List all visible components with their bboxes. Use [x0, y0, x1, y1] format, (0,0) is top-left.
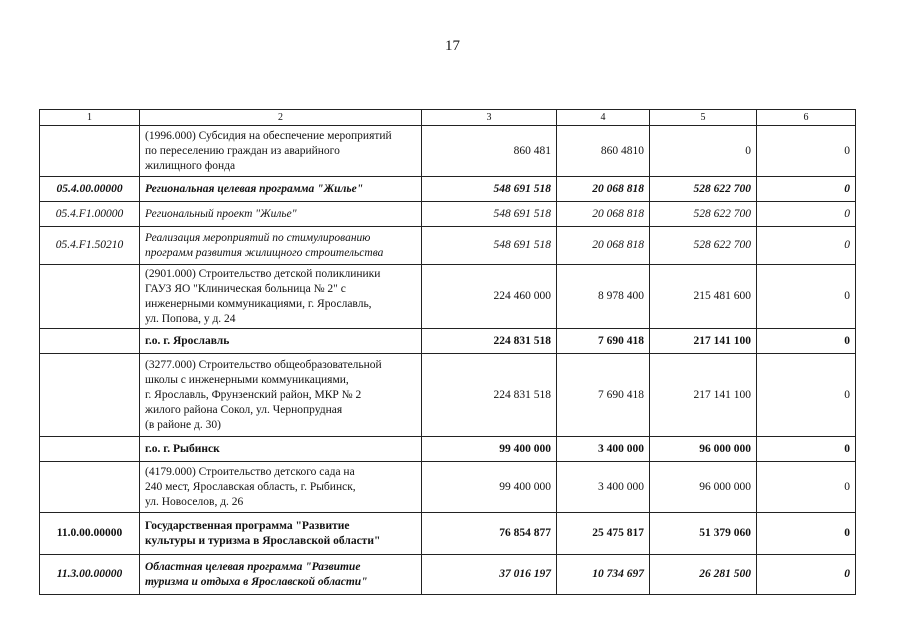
item-name-line: Региональный проект "Жилье": [145, 207, 297, 220]
amount-cell-c6: 0: [757, 329, 856, 354]
item-name-cell: [140, 126, 422, 177]
amount-cell-c4: 20 068 818: [557, 227, 650, 265]
amount-cell-c5: 528 622 700: [650, 227, 757, 265]
item-name-line: культуры и туризма в Ярославской области": [145, 534, 381, 547]
amount-cell-c3: 99 400 000: [422, 462, 557, 513]
column-header: 6: [757, 110, 856, 126]
item-name-cell: [140, 354, 422, 437]
amount-cell-c3: 224 460 000: [422, 265, 557, 329]
budget-code-cell: 11.3.00.00000: [40, 555, 140, 595]
item-name-line: жилищного фонда: [145, 159, 236, 172]
item-name-cell: [140, 462, 422, 513]
item-name-line: по переселению граждан из аварийного: [145, 144, 340, 157]
item-name-cell: [140, 265, 422, 329]
item-name-line: жилого района Сокол, ул. Чернопрудная: [145, 403, 343, 416]
amount-cell-c5: 528 622 700: [650, 177, 757, 202]
amount-cell-c6: 0: [757, 437, 856, 462]
item-name-cell: [140, 437, 422, 462]
amount-cell-c3: 224 831 518: [422, 329, 557, 354]
column-number-header: [40, 110, 856, 126]
table-body: [40, 126, 856, 595]
table-row: [40, 437, 856, 462]
budget-code-cell: [40, 437, 140, 462]
item-name-line: г.о. г. Рыбинск: [145, 442, 220, 455]
table-row: [40, 227, 856, 265]
item-name-line: г. Ярославль, Фрунзенский район, МКР № 2: [145, 388, 362, 401]
item-name-line: школы с инженерными коммуникациями,: [145, 373, 349, 386]
amount-cell-c4: 3 400 000: [557, 462, 650, 513]
budget-code-cell: 05.4.F1.50210: [40, 227, 140, 265]
amount-cell-c6: 0: [757, 177, 856, 202]
amount-cell-c3: 860 481: [422, 126, 557, 177]
table-row: [40, 354, 856, 437]
item-name-line: программ развития жилищного строительства: [145, 246, 384, 259]
table-row: [40, 462, 856, 513]
budget-code-cell: [40, 265, 140, 329]
table-row: [40, 513, 856, 555]
item-name-line: (в районе д. 30): [145, 418, 221, 431]
amount-cell-c4: 7 690 418: [557, 354, 650, 437]
table-row: [40, 329, 856, 354]
amount-cell-c6: 0: [757, 462, 856, 513]
budget-code-cell: 05.4.F1.00000: [40, 202, 140, 227]
column-header: 2: [140, 110, 422, 126]
item-name-cell: [140, 329, 422, 354]
amount-cell-c6: 0: [757, 513, 856, 555]
amount-cell-c3: 37 016 197: [422, 555, 557, 595]
column-header: 1: [40, 110, 140, 126]
amount-cell-c4: 25 475 817: [557, 513, 650, 555]
amount-cell-c6: 0: [757, 227, 856, 265]
item-name-cell: [140, 177, 422, 202]
item-name-line: ГАУЗ ЯО "Клиническая больница № 2" с: [145, 282, 346, 295]
item-name-line: инженерными коммуникациями, г. Ярославль,: [145, 297, 372, 310]
amount-cell-c5: 26 281 500: [650, 555, 757, 595]
amount-cell-c3: 99 400 000: [422, 437, 557, 462]
table-row: [40, 265, 856, 329]
amount-cell-c6: 0: [757, 555, 856, 595]
item-name-line: (3277.000) Строительство общеобразовательной: [145, 358, 382, 371]
page-number: 17: [445, 38, 460, 54]
amount-cell-c6: 0: [757, 354, 856, 437]
item-name-cell: [140, 202, 422, 227]
amount-cell-c6: 0: [757, 126, 856, 177]
item-name-line: (2901.000) Строительство детской поликлиники: [145, 267, 381, 280]
budget-code-cell: [40, 329, 140, 354]
amount-cell-c5: 0: [650, 126, 757, 177]
table-row: [40, 202, 856, 227]
amount-cell-c4: 8 978 400: [557, 265, 650, 329]
amount-cell-c3: 548 691 518: [422, 202, 557, 227]
table-row: [40, 177, 856, 202]
item-name-line: ул. Новоселов, д. 26: [145, 495, 244, 508]
amount-cell-c4: 7 690 418: [557, 329, 650, 354]
budget-code-cell: 05.4.00.00000: [40, 177, 140, 202]
amount-cell-c5: 217 141 100: [650, 329, 757, 354]
column-header: 4: [557, 110, 650, 126]
amount-cell-c6: 0: [757, 202, 856, 227]
item-name-line: 240 мест, Ярославская область, г. Рыбинск,: [145, 480, 356, 493]
budget-code-cell: 11.0.00.00000: [40, 513, 140, 555]
amount-cell-c5: 528 622 700: [650, 202, 757, 227]
amount-cell-c5: 217 141 100: [650, 354, 757, 437]
amount-cell-c5: 96 000 000: [650, 437, 757, 462]
item-name-line: ул. Попова, у д. 24: [145, 312, 236, 325]
table-row: [40, 555, 856, 595]
amount-cell-c4: 10 734 697: [557, 555, 650, 595]
amount-cell-c5: 96 000 000: [650, 462, 757, 513]
amount-cell-c5: 51 379 060: [650, 513, 757, 555]
amount-cell-c4: 20 068 818: [557, 202, 650, 227]
amount-cell-c3: 548 691 518: [422, 227, 557, 265]
budget-code-cell: [40, 354, 140, 437]
item-name-line: Реализация мероприятий по стимулированию: [145, 231, 371, 244]
item-name-line: г.о. г. Ярославль: [145, 334, 230, 347]
amount-cell-c3: 548 691 518: [422, 177, 557, 202]
budget-table: [39, 109, 856, 595]
item-name-line: (1996.000) Субсидия на обеспечение мероприятий: [145, 129, 392, 142]
table-row: [40, 126, 856, 177]
amount-cell-c4: 860 4810: [557, 126, 650, 177]
amount-cell-c3: 76 854 877: [422, 513, 557, 555]
item-name-line: Областная целевая программа "Развитие: [145, 560, 361, 573]
item-name-line: Государственная программа "Развитие: [145, 519, 350, 532]
amount-cell-c5: 215 481 600: [650, 265, 757, 329]
item-name-cell: [140, 227, 422, 265]
amount-cell-c3: 224 831 518: [422, 354, 557, 437]
column-header: 3: [422, 110, 557, 126]
column-header: 5: [650, 110, 757, 126]
budget-code-cell: [40, 126, 140, 177]
amount-cell-c4: 3 400 000: [557, 437, 650, 462]
amount-cell-c4: 20 068 818: [557, 177, 650, 202]
budget-code-cell: [40, 462, 140, 513]
item-name-cell: [140, 513, 422, 555]
amount-cell-c6: 0: [757, 265, 856, 329]
item-name-line: туризма и отдыха в Ярославской области": [145, 575, 368, 588]
item-name-line: (4179.000) Строительство детского сада на: [145, 465, 355, 478]
item-name-line: Региональная целевая программа "Жилье": [145, 182, 364, 195]
item-name-cell: [140, 555, 422, 595]
